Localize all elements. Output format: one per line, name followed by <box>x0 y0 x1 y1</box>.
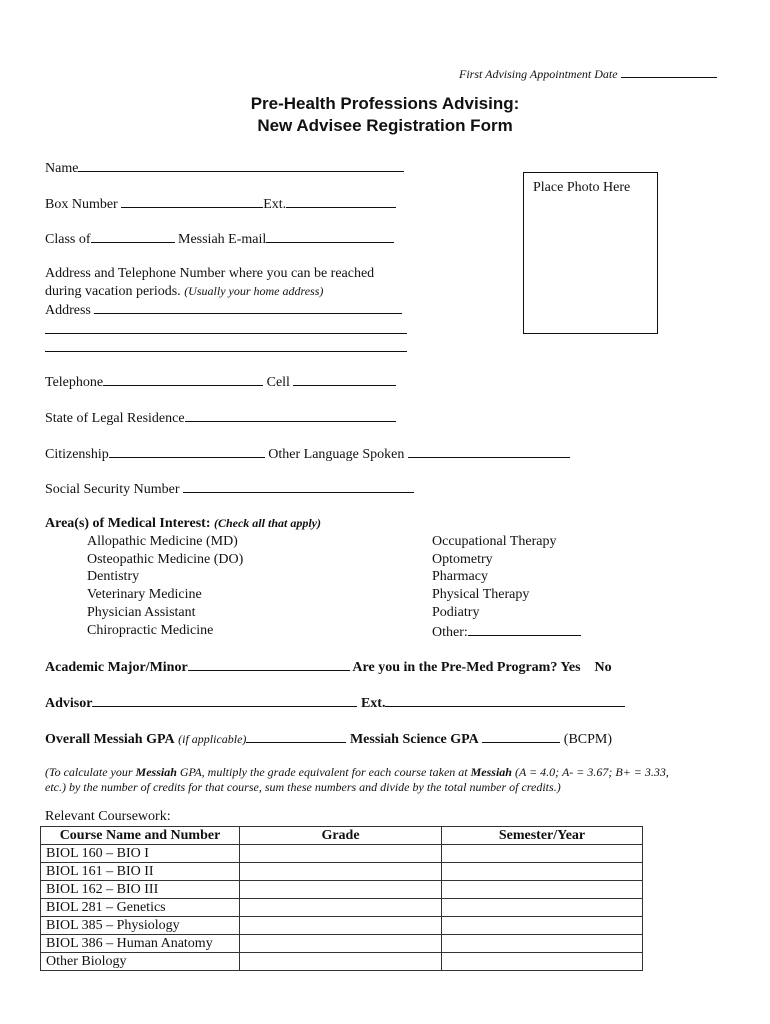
advisor-ext-label: Ext. <box>360 696 386 711</box>
appointment-date-field[interactable] <box>459 65 717 82</box>
interest-item: Osteopathic Medicine (DO) <box>87 552 244 567</box>
address-field[interactable] <box>45 301 402 319</box>
address-intro-line1: Address and Telephone Number where you can be reached <box>45 266 375 281</box>
semester-cell[interactable] <box>442 845 643 863</box>
semester-cell[interactable] <box>442 863 643 881</box>
interest-item: Optometry <box>432 552 493 567</box>
course-name-cell: Other Biology <box>41 953 240 971</box>
ssn-label: Social Security Number <box>45 482 180 497</box>
citizenship-label: Citizenship <box>45 447 109 462</box>
grade-cell[interactable] <box>240 935 442 953</box>
interest-item: Physician Assistant <box>87 605 196 620</box>
address-blank-3[interactable] <box>45 351 407 352</box>
gpa-calc-note-line2: etc.) by the number of credits for that course, sum these numbers and divide by the total number of credits.) <box>45 780 561 794</box>
calc-note-part: (A = 4.0; A- = 3.67; B+ = 3.33, <box>511 765 669 779</box>
photo-placeholder-label: Place Photo Here <box>533 180 631 195</box>
address-intro-line2 <box>45 284 323 300</box>
address-intro-text: during vacation periods. <box>45 284 181 299</box>
table-row <box>41 935 643 953</box>
name-label: Name <box>45 161 79 176</box>
semester-cell[interactable] <box>442 953 643 971</box>
interests-heading-text: Area(s) of Medical Interest: <box>45 516 211 531</box>
gpa-blank[interactable] <box>246 730 346 743</box>
calc-note-part: GPA, multiply the grade equivalent for each course taken at <box>176 765 471 779</box>
form-title-line2: New Advisee Registration Form <box>257 116 513 135</box>
other-language-blank[interactable] <box>408 445 570 458</box>
course-name-cell: BIOL 160 – BIO I <box>41 845 240 863</box>
calc-note-part: Messiah <box>135 765 177 779</box>
gpa-label: Overall Messiah GPA <box>45 732 175 747</box>
photo-placeholder-box[interactable] <box>523 172 658 334</box>
advisor-row <box>45 694 625 712</box>
interest-item: Other: <box>432 625 468 640</box>
semester-cell[interactable] <box>442 917 643 935</box>
grade-cell[interactable] <box>240 863 442 881</box>
gpa-calc-note-line1 <box>45 765 669 780</box>
advisor-ext-blank[interactable] <box>385 694 625 707</box>
premed-question: Are you in the Pre-Med Program? <box>352 660 558 675</box>
box-number-label: Box Number <box>45 197 118 212</box>
appointment-date-label: First Advising Appointment Date <box>459 67 618 81</box>
interests-heading-note: (Check all that apply) <box>213 516 321 530</box>
box-ext-blank[interactable] <box>286 195 396 208</box>
table-row <box>41 881 643 899</box>
class-email-field[interactable] <box>45 230 394 248</box>
form-title-line1: Pre-Health Professions Advising: <box>250 94 520 113</box>
semester-cell[interactable] <box>442 899 643 917</box>
box-ext-label: Ext. <box>263 197 287 212</box>
address-intro-note: (Usually your home address) <box>184 284 324 298</box>
table-row <box>41 953 643 971</box>
interest-item: Allopathic Medicine (MD) <box>87 534 238 549</box>
grade-cell[interactable] <box>240 845 442 863</box>
course-name-cell: BIOL 385 – Physiology <box>41 917 240 935</box>
legal-residence-label: State of Legal Residence <box>45 411 185 426</box>
class-of-label: Class of <box>45 232 91 247</box>
cell-blank[interactable] <box>293 373 396 386</box>
coursework-table <box>40 826 643 971</box>
course-name-cell: BIOL 162 – BIO III <box>41 881 240 899</box>
address-label: Address <box>45 303 91 318</box>
interest-item: Physical Therapy <box>432 587 530 602</box>
citizenship-blank[interactable] <box>109 445 265 458</box>
legal-residence-blank[interactable] <box>185 409 396 422</box>
column-header: Course Name and Number <box>41 827 240 845</box>
ssn-field[interactable] <box>45 480 414 498</box>
name-blank[interactable] <box>78 159 404 172</box>
calc-note-part: Messiah <box>470 765 512 779</box>
interest-item: Occupational Therapy <box>432 534 557 549</box>
telephone-label: Telephone <box>45 375 104 390</box>
semester-cell[interactable] <box>442 881 643 899</box>
interest-item: Dentistry <box>87 569 140 584</box>
email-blank[interactable] <box>266 230 394 243</box>
grade-cell[interactable] <box>240 953 442 971</box>
box-number-blank[interactable] <box>121 195 263 208</box>
interest-item-other <box>432 623 581 641</box>
other-interest-blank[interactable] <box>468 623 581 636</box>
telephone-blank[interactable] <box>103 373 263 386</box>
table-row <box>41 845 643 863</box>
box-number-field[interactable] <box>45 195 396 213</box>
table-row <box>41 863 643 881</box>
column-header: Semester/Year <box>442 827 643 845</box>
calc-note-part: (To calculate your <box>45 765 136 779</box>
cell-label: Cell <box>266 375 290 390</box>
legal-residence-field[interactable] <box>45 409 396 427</box>
interest-item: Podiatry <box>432 605 480 620</box>
course-name-cell: BIOL 281 – Genetics <box>41 899 240 917</box>
grade-cell[interactable] <box>240 917 442 935</box>
grade-cell[interactable] <box>240 881 442 899</box>
advisor-blank[interactable] <box>92 694 357 707</box>
ssn-blank[interactable] <box>183 480 414 493</box>
science-gpa-label: Messiah Science GPA <box>349 732 479 747</box>
table-header-row <box>41 827 643 845</box>
address-blank-1[interactable] <box>94 301 402 314</box>
interests-heading <box>45 516 321 532</box>
major-label: Academic Major/Minor <box>45 660 188 675</box>
science-gpa-blank[interactable] <box>482 730 560 743</box>
table-row <box>41 917 643 935</box>
citizenship-field[interactable] <box>45 445 570 463</box>
interest-item: Veterinary Medicine <box>87 587 202 602</box>
class-of-blank[interactable] <box>91 230 175 243</box>
address-blank-2[interactable] <box>45 333 407 334</box>
telephone-field[interactable] <box>45 373 396 391</box>
coursework-heading: Relevant Coursework: <box>45 809 171 824</box>
interest-item: Pharmacy <box>432 569 488 584</box>
appointment-date-blank[interactable] <box>621 65 717 78</box>
gpa-row <box>45 730 612 748</box>
bcpm-label: (BCPM) <box>563 732 613 747</box>
no-label: No <box>594 660 612 675</box>
interest-item: Chiropractic Medicine <box>87 623 214 638</box>
semester-cell[interactable] <box>442 935 643 953</box>
table-row <box>41 899 643 917</box>
column-header: Grade <box>240 827 442 845</box>
gpa-note: (if applicable) <box>178 732 247 746</box>
major-premed-row <box>45 658 612 676</box>
name-field[interactable] <box>45 159 404 177</box>
major-blank[interactable] <box>188 658 350 671</box>
email-label: Messiah E-mail <box>178 232 267 247</box>
grade-cell[interactable] <box>240 899 442 917</box>
yes-label: Yes <box>560 660 581 675</box>
advisor-label: Advisor <box>45 696 93 711</box>
course-name-cell: BIOL 386 – Human Anatomy <box>41 935 240 953</box>
course-name-cell: BIOL 161 – BIO II <box>41 863 240 881</box>
other-language-label: Other Language Spoken <box>268 447 405 462</box>
